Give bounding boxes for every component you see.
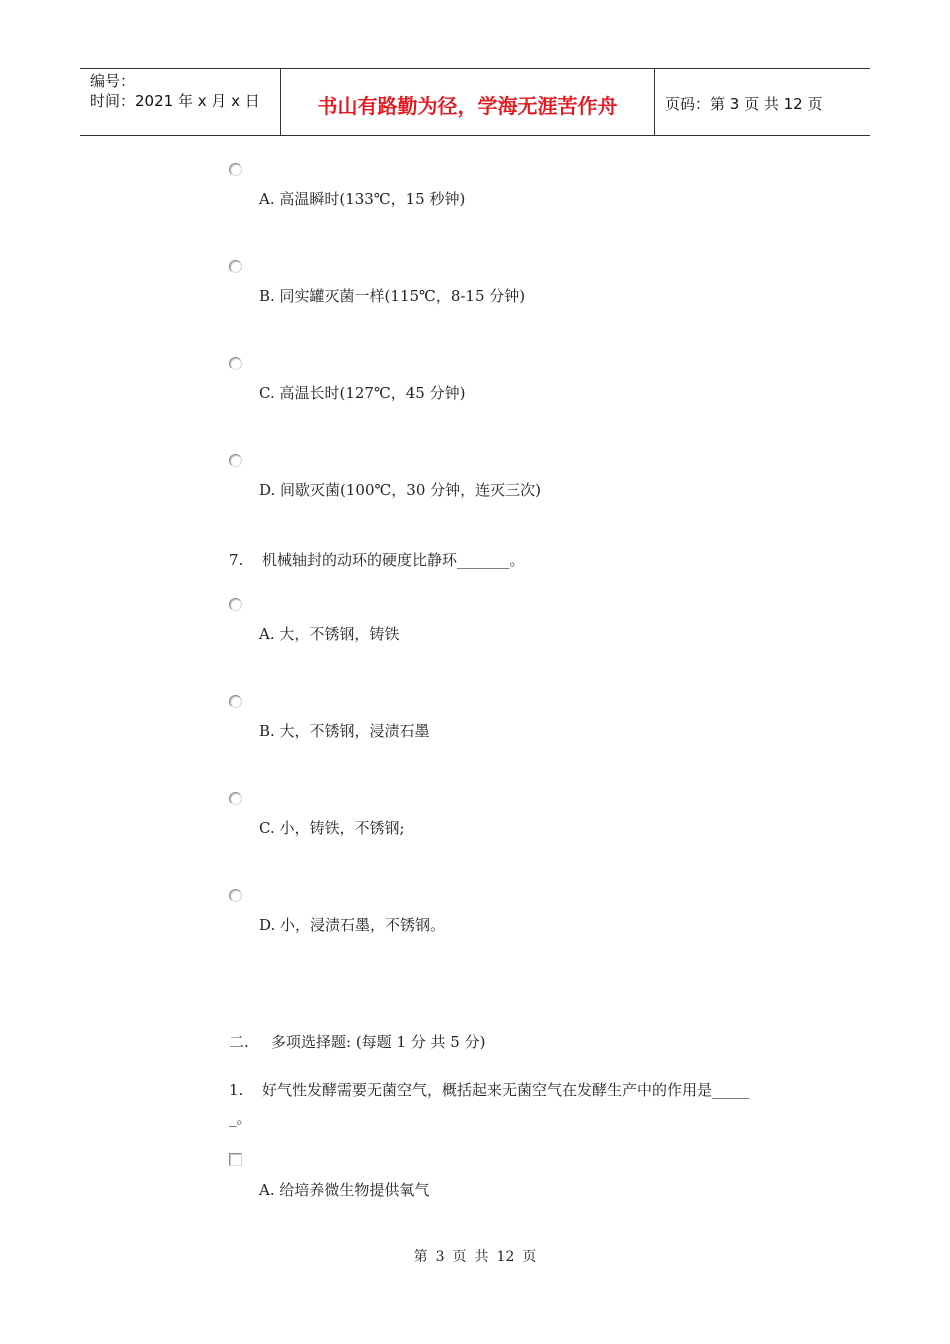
document-number-label: 编号： xyxy=(90,72,136,90)
q7-option-c-label: C. 小，铸铁，不锈钢; xyxy=(259,819,405,837)
q6-option-b-label: B. 同实罐灭菌一样(115℃，8-15 分钟) xyxy=(259,287,526,305)
q7-option-a-radio[interactable] xyxy=(229,598,242,611)
q7-number: 7. xyxy=(229,551,244,569)
q6-option-d-label: D. 间歇灭菌(100℃，30 分钟，连灭三次) xyxy=(259,481,541,499)
q7-option-a-label: A. 大，不锈钢，铸铁 xyxy=(259,625,400,643)
mq1-option-a-checkbox[interactable] xyxy=(229,1153,242,1166)
footer-total-label: 共 xyxy=(474,1249,489,1265)
q6-option-c-label: C. 高温长时(127℃，45 分钟) xyxy=(259,384,466,402)
footer-page-label: 第 xyxy=(413,1249,428,1265)
footer-page-number: 3 xyxy=(435,1249,445,1265)
mq1-number: 1. xyxy=(229,1081,244,1099)
q7-text: 机械轴封的动环的硬度比静环_______。 xyxy=(262,551,525,569)
q7-option-c-radio[interactable] xyxy=(229,792,242,805)
footer-total-number: 12 xyxy=(496,1249,515,1265)
q7-option-d-label: D. 小，浸渍石墨，不锈钢。 xyxy=(259,916,446,934)
header-page-info: 页码：第 3 页 共 12 页 xyxy=(665,95,823,113)
q7-option-b-label: B. 大，不锈钢，浸渍石墨 xyxy=(259,722,430,740)
mq1-text-line1: 好气性发酵需要无菌空气，概括起来无菌空气在发酵生产中的作用是_____ xyxy=(262,1081,750,1099)
header-page-cell xyxy=(655,69,870,135)
header-motto: 书山有路勤为径，学海无涯苦作舟 xyxy=(317,94,618,118)
footer-page-unit: 页 xyxy=(452,1249,467,1265)
q6-option-a-label: A. 高温瞬时(133℃，15 秒钟) xyxy=(259,190,466,208)
page-footer xyxy=(0,1246,950,1266)
section2-number: 二. xyxy=(229,1033,249,1051)
page-header xyxy=(80,68,870,136)
header-motto-cell xyxy=(281,69,655,135)
q6-option-b-radio[interactable] xyxy=(229,260,242,273)
header-meta-cell xyxy=(80,69,281,135)
mq1-text-line2: _。 xyxy=(229,1109,252,1127)
document-time-label: 时间：2021 年 x 月 x 日 xyxy=(90,92,260,110)
q7-option-d-radio[interactable] xyxy=(229,889,242,902)
section2-title: 多项选择题: (每题 1 分 共 5 分) xyxy=(271,1033,486,1051)
q6-option-d-radio[interactable] xyxy=(229,454,242,467)
q6-option-c-radio[interactable] xyxy=(229,357,242,370)
footer-total-unit: 页 xyxy=(522,1249,537,1265)
q6-option-a-radio[interactable] xyxy=(229,163,242,176)
mq1-option-a-label: A. 给培养微生物提供氧气 xyxy=(259,1181,430,1199)
q7-option-b-radio[interactable] xyxy=(229,695,242,708)
